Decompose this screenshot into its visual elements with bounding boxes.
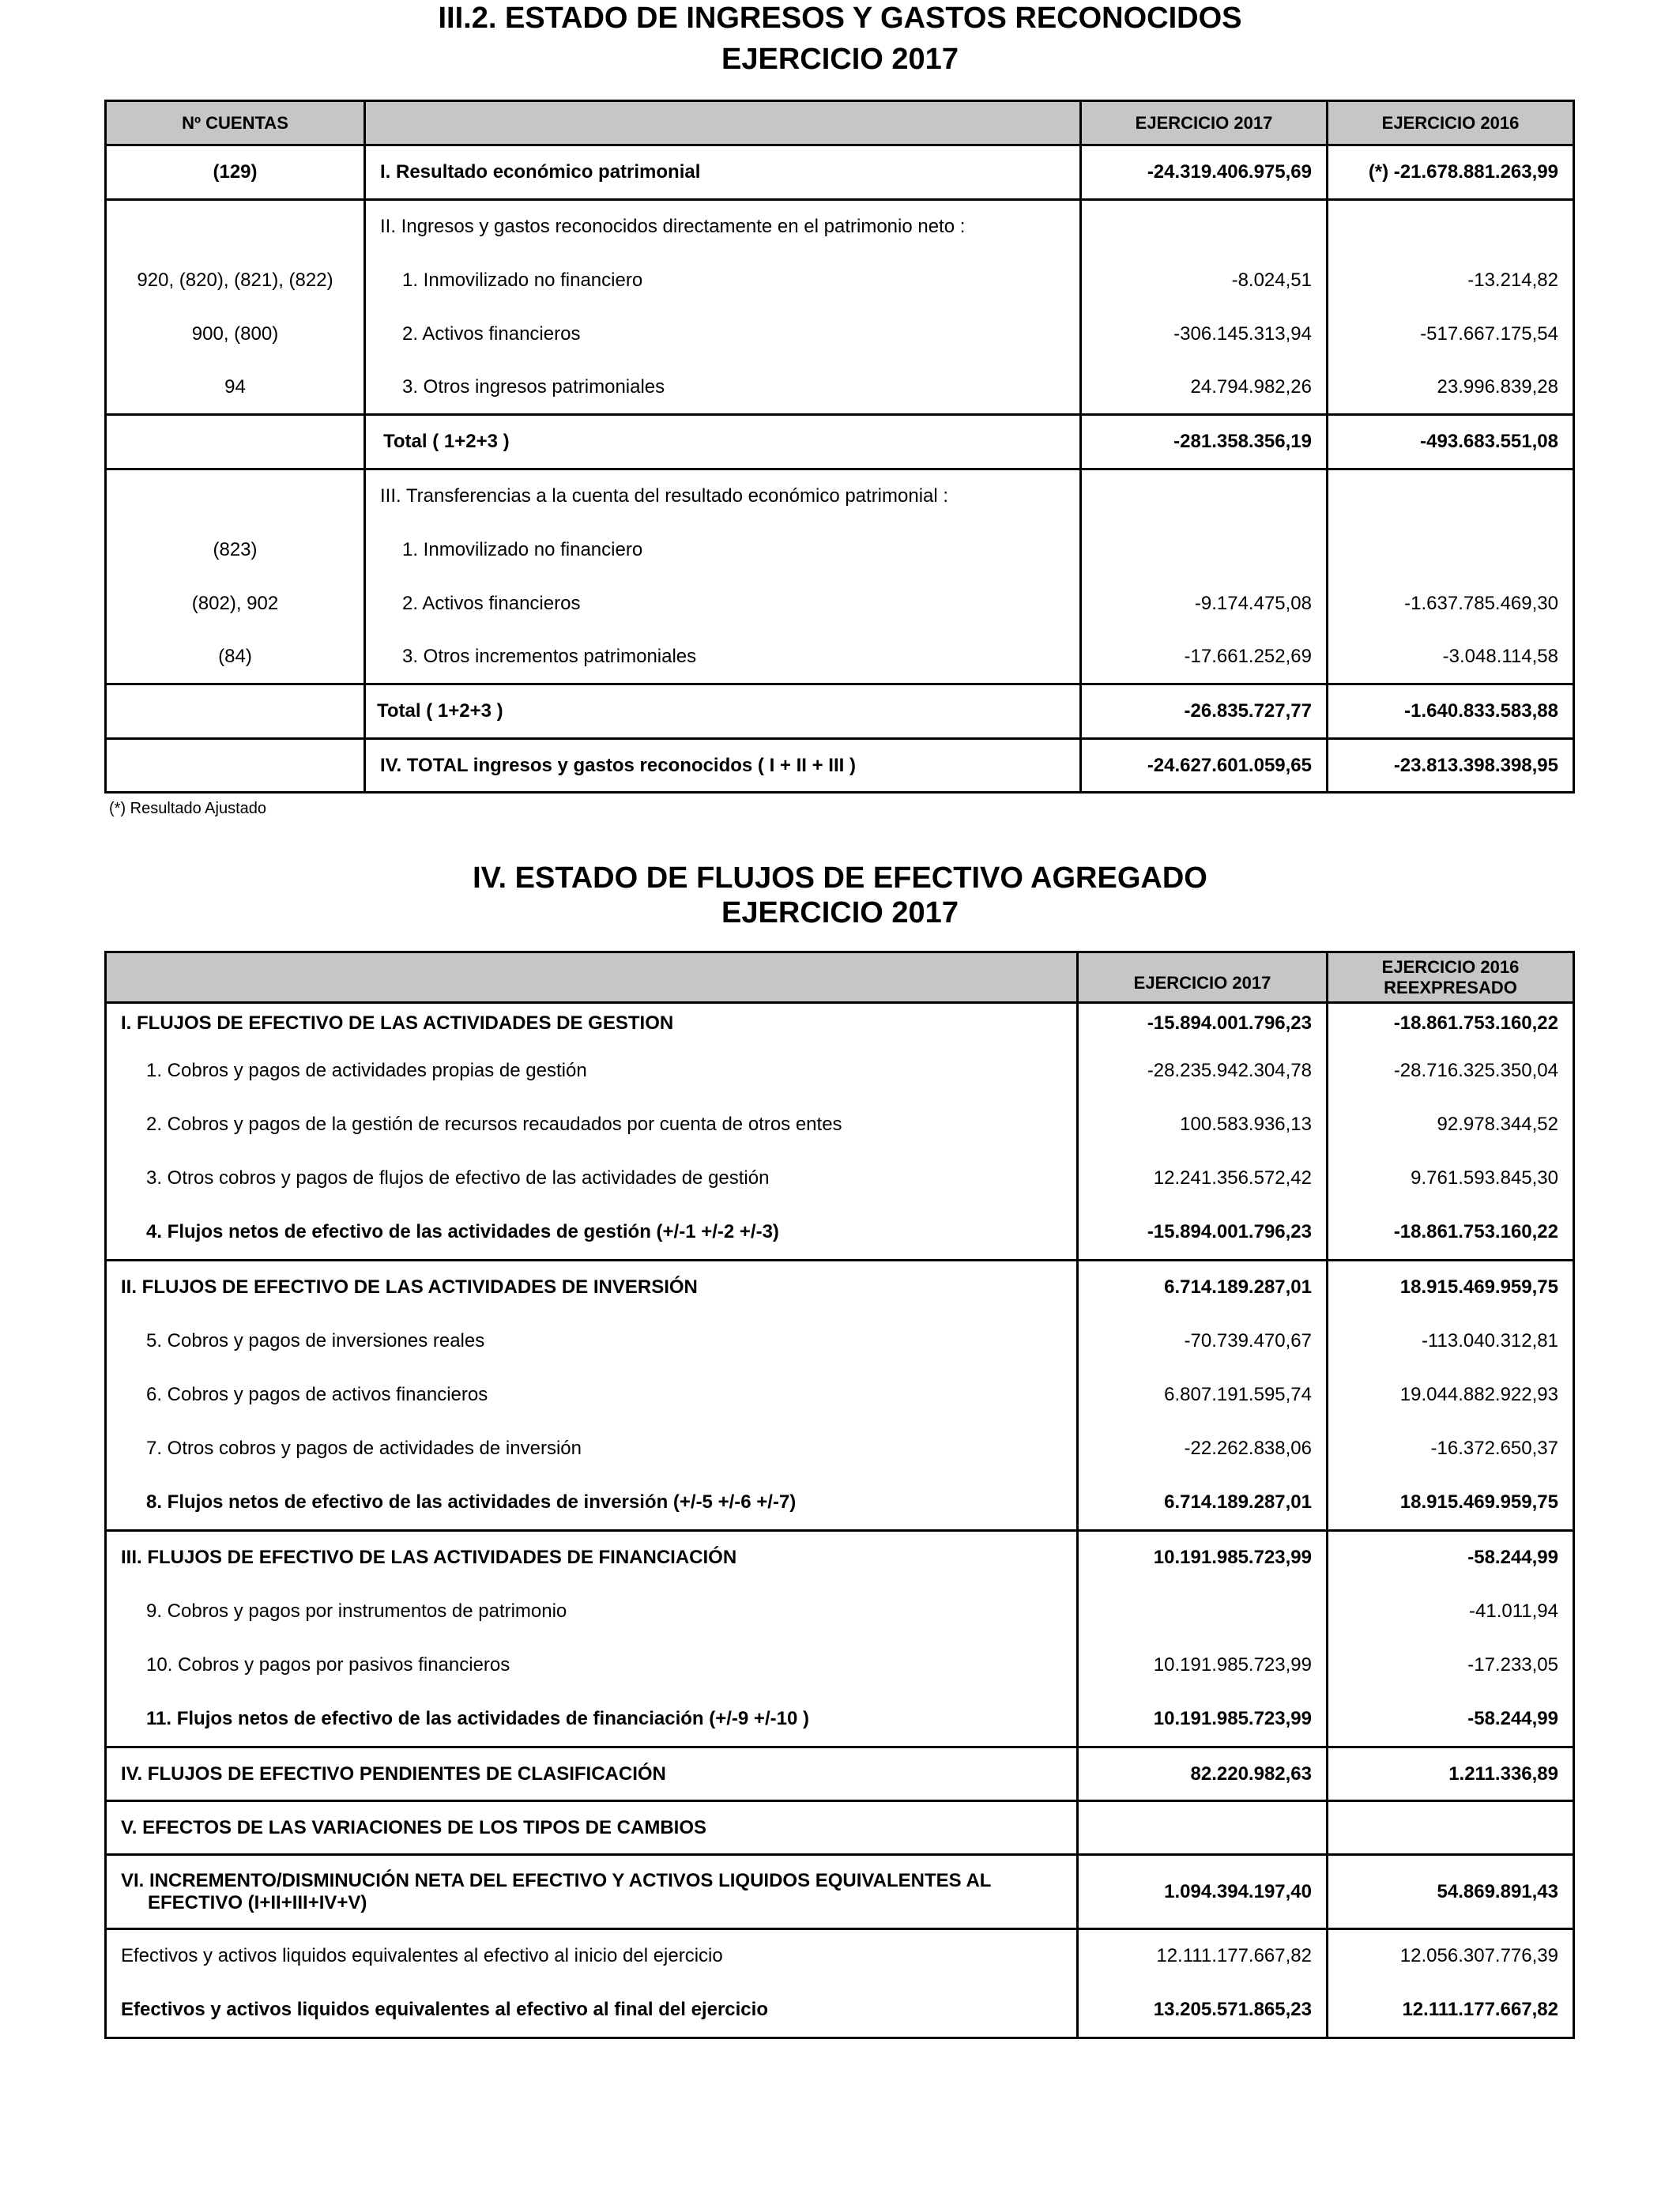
value-2016: -18.861.753.160,22 xyxy=(1328,1003,1574,1044)
cuentas-cell: 920, (820), (821), (822) xyxy=(106,254,365,307)
section1-subtitle: EJERCICIO 2017 xyxy=(721,43,959,76)
value-2016: -23.813.398.398,95 xyxy=(1328,739,1574,793)
col-header-cuentas: Nº CUENTAS xyxy=(106,101,365,145)
value-2016: -18.861.753.160,22 xyxy=(1328,1205,1574,1261)
value-2016: -58.244,99 xyxy=(1328,1692,1574,1747)
value-2016: -3.048.114,58 xyxy=(1328,631,1574,684)
value-2017: -8.024,51 xyxy=(1081,254,1328,307)
value-2016: 18.915.469.959,75 xyxy=(1328,1261,1574,1314)
value-2017: -306.145.313,94 xyxy=(1081,307,1328,361)
label-cell: I. Resultado económico patrimonial xyxy=(365,145,1081,200)
table-row xyxy=(106,523,1574,577)
cuentas-cell: 900, (800) xyxy=(106,307,365,361)
value-2017: 82.220.982,63 xyxy=(1078,1747,1328,1801)
table-row xyxy=(106,1003,1574,1044)
label-cell: IV. FLUJOS DE EFECTIVO PENDIENTES DE CLASIFICACIÓN xyxy=(106,1747,1078,1801)
label-cell: 9. Cobros y pagos por instrumentos de patrimonio xyxy=(106,1585,1078,1638)
label-cell: Total ( 1+2+3 ) xyxy=(365,415,1081,469)
value-2017: 10.191.985.723,99 xyxy=(1078,1531,1328,1585)
value-2017: -24.319.406.975,69 xyxy=(1081,145,1328,200)
value-2016: 1.211.336,89 xyxy=(1328,1747,1574,1801)
value-2017 xyxy=(1081,200,1328,254)
cuentas-cell: (802), 902 xyxy=(106,577,365,631)
cuentas-cell: (84) xyxy=(106,631,365,684)
value-2017: -70.739.470,67 xyxy=(1078,1314,1328,1368)
label-cell: 3. Otros incrementos patrimoniales xyxy=(365,631,1081,684)
col-header-2016-line2: REEXPRESADO xyxy=(1384,977,1517,997)
col-header-2016: EJERCICIO 2016 xyxy=(1328,101,1574,145)
value-2016: -13.214,82 xyxy=(1328,254,1574,307)
table-row xyxy=(106,1747,1574,1801)
value-2016: 12.056.307.776,39 xyxy=(1328,1929,1574,1983)
value-2016: 12.111.177.667,82 xyxy=(1328,1983,1574,2038)
label-cell: Efectivos y activos liquidos equivalentes al efectivo al final del ejercicio xyxy=(106,1983,1078,2038)
value-2017: 13.205.571.865,23 xyxy=(1078,1983,1328,2038)
cuentas-cell: (129) xyxy=(106,145,365,200)
table-row xyxy=(106,469,1574,523)
value-2017: -15.894.001.796,23 xyxy=(1078,1003,1328,1044)
cuentas-cell: 94 xyxy=(106,361,365,415)
value-2017: -15.894.001.796,23 xyxy=(1078,1205,1328,1261)
label-cell: 4. Flujos netos de efectivo de las actividades de gestión (+/-1 +/-2 +/-3) xyxy=(106,1205,1078,1261)
label-cell: 1. Inmovilizado no financiero xyxy=(365,523,1081,577)
cuentas-cell xyxy=(106,415,365,469)
label-cell: 1. Inmovilizado no financiero xyxy=(365,254,1081,307)
table-row xyxy=(106,307,1574,361)
value-2017: 1.094.394.197,40 xyxy=(1078,1855,1328,1929)
ingresos-gastos-table xyxy=(104,100,1575,794)
value-2016: -493.683.551,08 xyxy=(1328,415,1574,469)
label-cell: 2. Activos financieros xyxy=(365,577,1081,631)
table-row xyxy=(106,1422,1574,1476)
cuentas-cell xyxy=(106,469,365,523)
label-cell: III. Transferencias a la cuenta del resultado económico patrimonial : xyxy=(365,469,1081,523)
cuentas-cell xyxy=(106,684,365,739)
value-2017: -9.174.475,08 xyxy=(1081,577,1328,631)
value-2017: -17.661.252,69 xyxy=(1081,631,1328,684)
label-cell: Total ( 1+2+3 ) xyxy=(365,684,1081,739)
label-cell xyxy=(106,1855,1078,1929)
value-2017: -22.262.838,06 xyxy=(1078,1422,1328,1476)
value-2017: 6.807.191.595,74 xyxy=(1078,1368,1328,1422)
value-2016: -1.637.785.469,30 xyxy=(1328,577,1574,631)
table-row xyxy=(106,1801,1574,1855)
table-row xyxy=(106,1205,1574,1261)
footnote: (*) Resultado Ajustado xyxy=(109,800,267,817)
table-row xyxy=(106,1261,1574,1314)
label-cell: II. Ingresos y gastos reconocidos directamente en el patrimonio neto : xyxy=(365,200,1081,254)
value-2016 xyxy=(1328,200,1574,254)
col-header-2016 xyxy=(1328,952,1574,1003)
cuentas-cell xyxy=(106,200,365,254)
value-2016: -1.640.833.583,88 xyxy=(1328,684,1574,739)
value-2017 xyxy=(1081,469,1328,523)
label-cell: 3. Otros ingresos patrimoniales xyxy=(365,361,1081,415)
label-cell: I. FLUJOS DE EFECTIVO DE LAS ACTIVIDADES DE GESTION xyxy=(106,1003,1078,1044)
section2-title: IV. ESTADO DE FLUJOS DE EFECTIVO AGREGADO xyxy=(473,861,1207,895)
table-row xyxy=(106,415,1574,469)
value-2016: -58.244,99 xyxy=(1328,1531,1574,1585)
table-row xyxy=(106,1638,1574,1692)
col-header-2016-line1: EJERCICIO 2016 xyxy=(1381,956,1520,977)
value-2017: -281.358.356,19 xyxy=(1081,415,1328,469)
value-2016: 92.978.344,52 xyxy=(1328,1098,1574,1152)
value-2016: -41.011,94 xyxy=(1328,1585,1574,1638)
flujos-efectivo-table xyxy=(104,951,1575,2039)
value-2017: 24.794.982,26 xyxy=(1081,361,1328,415)
label-text: VI. INCREMENTO/DISMINUCIÓN NETA DEL EFECTIVO Y ACTIVOS LIQUIDOS EQUIVALENTES AL EFECTIVO (I+II+III+IV+V) xyxy=(121,1869,991,1913)
table-row xyxy=(106,1692,1574,1747)
cuentas-cell: (823) xyxy=(106,523,365,577)
value-2016: 54.869.891,43 xyxy=(1328,1855,1574,1929)
value-2016: -17.233,05 xyxy=(1328,1638,1574,1692)
table-row xyxy=(106,684,1574,739)
table-row xyxy=(106,1531,1574,1585)
value-2017: -28.235.942.304,78 xyxy=(1078,1044,1328,1098)
label-cell: 3. Otros cobros y pagos de flujos de efectivo de las actividades de gestión xyxy=(106,1152,1078,1205)
table-row xyxy=(106,145,1574,200)
label-cell: IV. TOTAL ingresos y gastos reconocidos ( I + II + III ) xyxy=(365,739,1081,793)
label-cell: 7. Otros cobros y pagos de actividades de inversión xyxy=(106,1422,1078,1476)
value-2016: 19.044.882.922,93 xyxy=(1328,1368,1574,1422)
table-row xyxy=(106,361,1574,415)
value-2016 xyxy=(1328,469,1574,523)
col-header-concepto xyxy=(106,952,1078,1003)
table-row xyxy=(106,739,1574,793)
value-2016: 23.996.839,28 xyxy=(1328,361,1574,415)
label-cell: 11. Flujos netos de efectivo de las actividades de financiación (+/-9 +/-10 ) xyxy=(106,1692,1078,1747)
table-row xyxy=(106,1929,1574,1983)
label-cell: 8. Flujos netos de efectivo de las actividades de inversión (+/-5 +/-6 +/-7) xyxy=(106,1476,1078,1531)
table-row xyxy=(106,1044,1574,1098)
section1-title: III.2. ESTADO DE INGRESOS Y GASTOS RECONOCIDOS xyxy=(438,2,1242,35)
col-header-2017: EJERCICIO 2017 xyxy=(1078,952,1328,1003)
value-2017: 100.583.936,13 xyxy=(1078,1098,1328,1152)
table-row xyxy=(106,1855,1574,1929)
col-header-2017: EJERCICIO 2017 xyxy=(1081,101,1328,145)
label-cell: 2. Activos financieros xyxy=(365,307,1081,361)
label-cell: 1. Cobros y pagos de actividades propias de gestión xyxy=(106,1044,1078,1098)
value-2016: 18.915.469.959,75 xyxy=(1328,1476,1574,1531)
label-cell: 5. Cobros y pagos de inversiones reales xyxy=(106,1314,1078,1368)
section2-subtitle: EJERCICIO 2017 xyxy=(721,896,959,929)
table-row xyxy=(106,1983,1574,2038)
label-cell: 2. Cobros y pagos de la gestión de recursos recaudados por cuenta de otros entes xyxy=(106,1098,1078,1152)
value-2016: -16.372.650,37 xyxy=(1328,1422,1574,1476)
value-2017: 6.714.189.287,01 xyxy=(1078,1476,1328,1531)
value-2017 xyxy=(1078,1585,1328,1638)
value-2017 xyxy=(1078,1801,1328,1855)
table-row xyxy=(106,200,1574,254)
table-row xyxy=(106,577,1574,631)
value-2017 xyxy=(1081,523,1328,577)
value-2017: 12.241.356.572,42 xyxy=(1078,1152,1328,1205)
value-2016: -517.667.175,54 xyxy=(1328,307,1574,361)
table-row xyxy=(106,1585,1574,1638)
table-row xyxy=(106,1314,1574,1368)
label-cell: III. FLUJOS DE EFECTIVO DE LAS ACTIVIDADES DE FINANCIACIÓN xyxy=(106,1531,1078,1585)
value-2016: (*) -21.678.881.263,99 xyxy=(1328,145,1574,200)
cuentas-cell xyxy=(106,739,365,793)
table-row xyxy=(106,1152,1574,1205)
table-header-row xyxy=(106,101,1574,145)
value-2017: 6.714.189.287,01 xyxy=(1078,1261,1328,1314)
value-2017: 10.191.985.723,99 xyxy=(1078,1692,1328,1747)
label-cell: Efectivos y activos liquidos equivalentes al efectivo al inicio del ejercicio xyxy=(106,1929,1078,1983)
label-cell: 6. Cobros y pagos de activos financieros xyxy=(106,1368,1078,1422)
value-2016: -28.716.325.350,04 xyxy=(1328,1044,1574,1098)
value-2017: 10.191.985.723,99 xyxy=(1078,1638,1328,1692)
table-row xyxy=(106,1476,1574,1531)
label-cell: 10. Cobros y pagos por pasivos financieros xyxy=(106,1638,1078,1692)
label-cell: V. EFECTOS DE LAS VARIACIONES DE LOS TIPOS DE CAMBIOS xyxy=(106,1801,1078,1855)
table-row xyxy=(106,1098,1574,1152)
table-row xyxy=(106,1368,1574,1422)
col-header-concepto xyxy=(365,101,1081,145)
value-2016: 9.761.593.845,30 xyxy=(1328,1152,1574,1205)
value-2016 xyxy=(1328,523,1574,577)
value-2016 xyxy=(1328,1801,1574,1855)
value-2017: 12.111.177.667,82 xyxy=(1078,1929,1328,1983)
value-2017: -26.835.727,77 xyxy=(1081,684,1328,739)
value-2016: -113.040.312,81 xyxy=(1328,1314,1574,1368)
value-2017: -24.627.601.059,65 xyxy=(1081,739,1328,793)
label-cell: II. FLUJOS DE EFECTIVO DE LAS ACTIVIDADES DE INVERSIÓN xyxy=(106,1261,1078,1314)
table-header-row xyxy=(106,952,1574,1003)
table-row xyxy=(106,254,1574,307)
table-row xyxy=(106,631,1574,684)
